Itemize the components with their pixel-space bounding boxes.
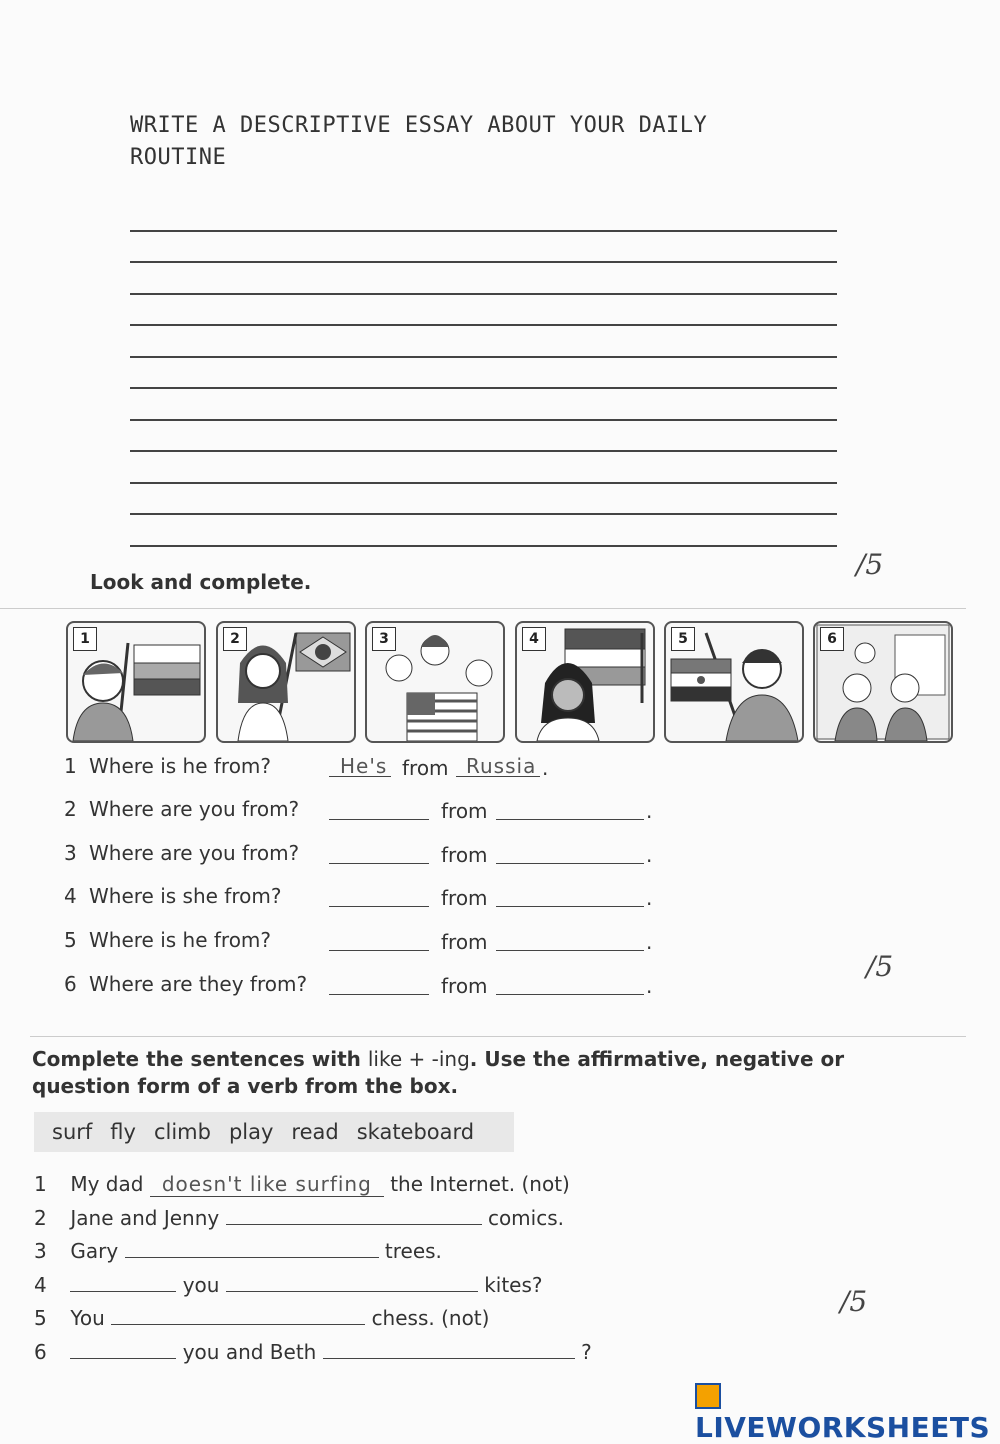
- panel-number: 1: [73, 627, 97, 651]
- essay-line[interactable]: [130, 324, 837, 326]
- question-number: 5: [64, 928, 77, 952]
- period: .: [646, 799, 653, 823]
- question-number: 4: [64, 884, 77, 908]
- sentence-row: [34, 1340, 592, 1370]
- sentence-answer[interactable]: doesn't like surfing: [150, 1172, 384, 1197]
- answer-blank-2[interactable]: [496, 906, 644, 907]
- sentence-blank[interactable]: [111, 1306, 365, 1325]
- period: .: [542, 756, 549, 780]
- word-option: read: [291, 1120, 339, 1144]
- sentence-number: 3: [34, 1239, 47, 1263]
- from-label: from: [441, 930, 488, 954]
- word-option: play: [228, 1120, 274, 1144]
- essay-line[interactable]: [130, 513, 837, 515]
- word-option: skateboard: [356, 1120, 475, 1144]
- word-box: [34, 1112, 514, 1152]
- sentence-number: 2: [34, 1206, 47, 1230]
- picture-panel-6: [813, 621, 953, 743]
- question-text: Where is she from?: [89, 884, 282, 908]
- essay-line[interactable]: [130, 261, 837, 263]
- sentence-row: [34, 1172, 570, 1202]
- sentence-blank[interactable]: [323, 1340, 575, 1359]
- sentence-row: [34, 1206, 564, 1236]
- sentence-number: 6: [34, 1340, 47, 1364]
- answer-blank-2[interactable]: [456, 776, 540, 777]
- period: .: [646, 886, 653, 910]
- picture-panel-3: [365, 621, 505, 743]
- answer-blank-2[interactable]: [496, 863, 644, 864]
- liveworksheets-icon: [695, 1383, 721, 1409]
- sentence-row: [34, 1306, 489, 1336]
- essay-line[interactable]: [130, 356, 837, 358]
- sentence-end: comics.: [487, 1206, 564, 1230]
- sentence-blank[interactable]: [125, 1239, 379, 1258]
- answer-blank-2[interactable]: [496, 994, 644, 995]
- answer-blank-1[interactable]: [329, 950, 429, 951]
- sentence-end: trees.: [384, 1239, 442, 1263]
- sentence-end: ?: [581, 1340, 592, 1364]
- panel-number: 2: [223, 627, 247, 651]
- essay-score: /5: [856, 548, 884, 581]
- answer-blank-1[interactable]: [329, 863, 429, 864]
- answer-1[interactable]: He's: [340, 754, 388, 778]
- answer-blank-1[interactable]: [329, 994, 429, 995]
- from-label: from: [441, 886, 488, 910]
- sentence-end: the Internet. (not): [390, 1172, 570, 1196]
- question-number: 6: [64, 972, 77, 996]
- essay-line[interactable]: [130, 293, 837, 295]
- sentence-start: You: [70, 1306, 105, 1330]
- sentence-number: 4: [34, 1273, 47, 1297]
- question-row: [64, 884, 664, 914]
- period: .: [646, 974, 653, 998]
- panel-number: 4: [522, 627, 546, 651]
- brand-logo: [695, 1378, 1000, 1444]
- question-row: [64, 972, 664, 1002]
- from-label: from: [441, 843, 488, 867]
- picture-panel-1: [66, 621, 206, 743]
- sentence-number: 5: [34, 1306, 47, 1330]
- section-divider: [0, 608, 966, 609]
- question-text: Where is he from?: [89, 928, 272, 952]
- question-row: [64, 754, 624, 784]
- title-like-ing: like + -ing: [367, 1047, 470, 1071]
- sentence-blank[interactable]: [226, 1273, 478, 1292]
- word-option: fly: [110, 1120, 136, 1144]
- section-divider: [30, 1036, 966, 1037]
- question-row: [64, 841, 664, 871]
- complete-sentences-title: [32, 1046, 912, 1100]
- panel-number: 6: [820, 627, 844, 651]
- sentence-end: chess. (not): [371, 1306, 490, 1330]
- question-text: Where are you from?: [89, 797, 300, 821]
- period: .: [646, 930, 653, 954]
- essay-line[interactable]: [130, 482, 837, 484]
- answer-blank-2[interactable]: [496, 819, 644, 820]
- essay-line[interactable]: [130, 450, 837, 452]
- title-part-1: Complete the sentences with: [32, 1047, 368, 1071]
- picture-panel-5: [664, 621, 804, 743]
- panel-number: 5: [671, 627, 695, 651]
- question-number: 3: [64, 841, 77, 865]
- question-text: Where are they from?: [89, 972, 308, 996]
- question-text: Where is he from?: [89, 754, 272, 778]
- sentence-start: My dad: [70, 1172, 144, 1196]
- sentence-blank[interactable]: [226, 1206, 482, 1225]
- look-complete-score: /5: [866, 950, 894, 983]
- sentence-middle: you and Beth: [182, 1340, 317, 1364]
- word-option: surf: [52, 1120, 93, 1144]
- essay-line[interactable]: [130, 545, 837, 547]
- panel-number: 3: [372, 627, 396, 651]
- from-label: from: [441, 799, 488, 823]
- sentence-end: kites?: [484, 1273, 543, 1297]
- title-part-2: . Use the affirmative, negative or question form of a verb from the box.: [32, 1047, 845, 1098]
- sentence-start: Gary: [70, 1239, 119, 1263]
- sentence-start: Jane and Jenny: [70, 1206, 220, 1230]
- question-row: [64, 797, 664, 827]
- picture-panel-4: [515, 621, 655, 743]
- question-text: Where are you from?: [89, 841, 300, 865]
- complete-sentences-score: /5: [840, 1285, 868, 1318]
- sentence-row: [34, 1239, 442, 1269]
- answer-blank-1[interactable]: [329, 906, 429, 907]
- essay-line[interactable]: [130, 387, 837, 389]
- essay-line[interactable]: [130, 419, 837, 421]
- from-label: from: [402, 756, 449, 780]
- answer-blank-1[interactable]: [329, 776, 391, 777]
- question-row: [64, 928, 664, 958]
- answer-blank-2[interactable]: [496, 950, 644, 951]
- essay-line[interactable]: [130, 230, 837, 232]
- picture-panel-2: [216, 621, 356, 743]
- question-number: 1: [64, 754, 77, 778]
- answer-2[interactable]: Russia: [466, 754, 537, 778]
- sentence-blank[interactable]: [70, 1340, 176, 1359]
- from-label: from: [441, 974, 488, 998]
- brand-name: LIVEWORKSHEETS: [695, 1411, 991, 1444]
- period: .: [646, 843, 653, 867]
- word-option: climb: [153, 1120, 211, 1144]
- sentence-middle: you: [182, 1273, 220, 1297]
- sentence-blank[interactable]: [70, 1273, 176, 1292]
- sentence-number: 1: [34, 1172, 47, 1196]
- look-complete-title: Look and complete.: [90, 570, 312, 594]
- answer-blank-1[interactable]: [329, 819, 429, 820]
- essay-title: WRITE A DESCRIPTIVE ESSAY ABOUT YOUR DAILY ROUTINE: [130, 113, 708, 170]
- question-number: 2: [64, 797, 77, 821]
- sentence-row: [34, 1273, 543, 1303]
